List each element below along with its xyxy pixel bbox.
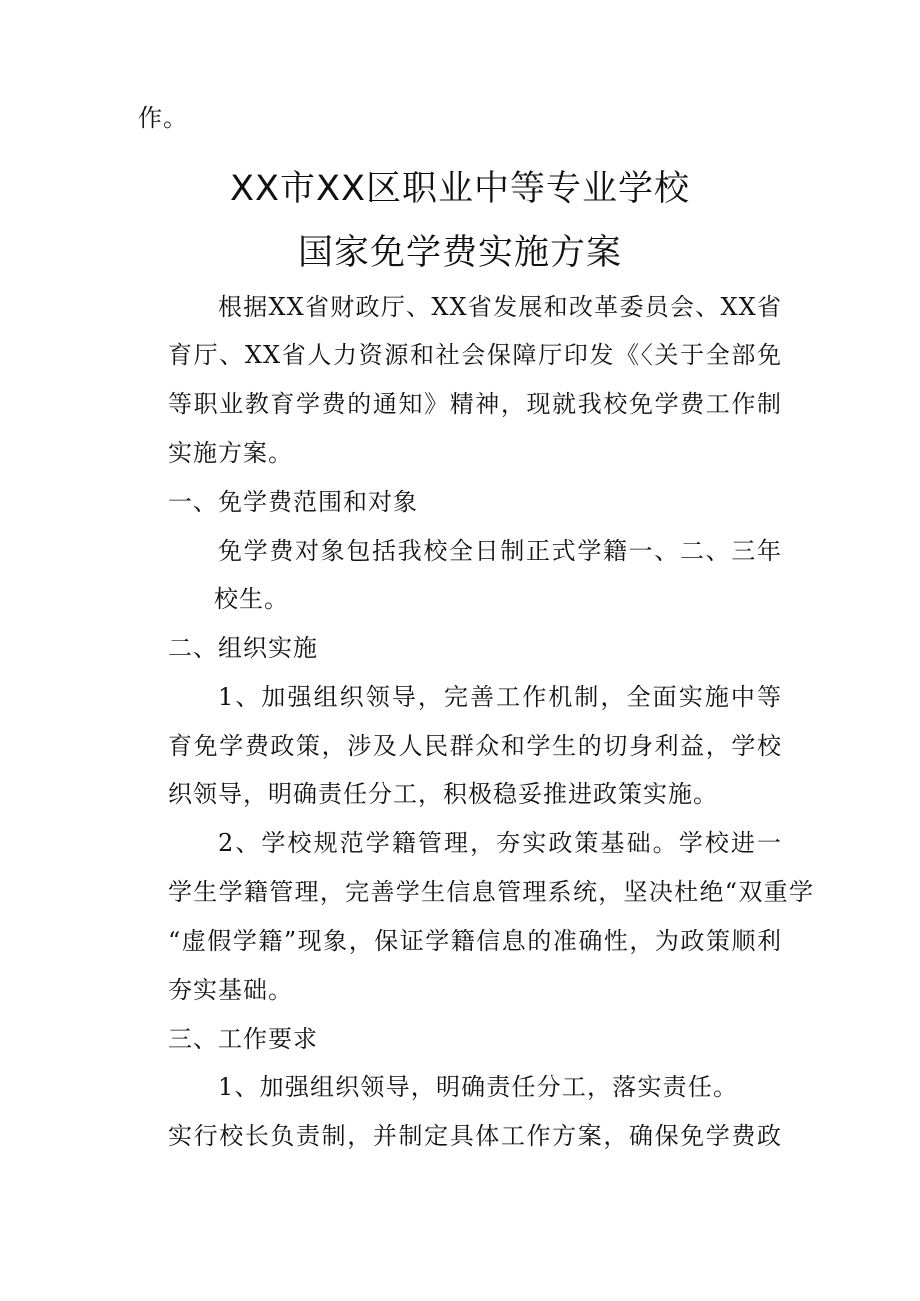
section-3-item-1-line-2: 实行校长负责制，并制定具体工作方案，确保免学费政 [168, 1122, 782, 1150]
section-2-item-1-line-1: 1、加强组织领导，完善工作机制，全面实施中等 [218, 683, 782, 711]
section-2-item-2-line-2: 学生学籍管理，完善学生信息管理系统，坚决杜绝“双重学 [168, 878, 814, 906]
section-2-heading: 二、组织实施 [168, 634, 318, 662]
section-1-line-1: 免学费对象包括我校全日制正式学籍一、二、三年 [218, 537, 782, 565]
section-2-item-1-line-2: 育免学费政策，涉及人民群众和学生的切身利益，学校 [168, 732, 782, 760]
title-line-1: XX市XX区职业中等专业学校 [230, 169, 690, 209]
intro-line-4: 实施方案。 [168, 439, 293, 467]
section-2-item-2-line-4: 夯实基础。 [168, 976, 293, 1004]
section-2-item-2-line-1: 2、学校规范学籍管理，夯实政策基础。学校进一 [218, 829, 782, 857]
carryover-text: 作。 [138, 104, 188, 132]
section-3-heading: 三、工作要求 [168, 1025, 318, 1053]
intro-line-1: 根据XX省财政厅、XX省发展和改革委员会、XX省 [218, 293, 782, 321]
section-1-heading: 一、免学费范围和对象 [168, 488, 418, 516]
section-3-item-1-line-1: 1、加强组织领导，明确责任分工，落实责任。 [218, 1073, 738, 1101]
section-1-line-2: 校生。 [214, 585, 289, 613]
intro-line-2: 育厅、XX省人力资源和社会保障厅印发《〈关于全部免 [168, 341, 782, 369]
section-2-item-1-line-3: 织领导，明确责任分工，积极稳妥推进政策实施。 [168, 780, 718, 808]
intro-line-3: 等职业教育学费的通知》精神，现就我校免学费工作制 [168, 390, 782, 418]
section-2-item-2-line-3: “虚假学籍”现象，保证学籍信息的准确性，为政策顺利 [168, 927, 782, 955]
title-line-2: 国家免学费实施方案 [297, 233, 622, 273]
